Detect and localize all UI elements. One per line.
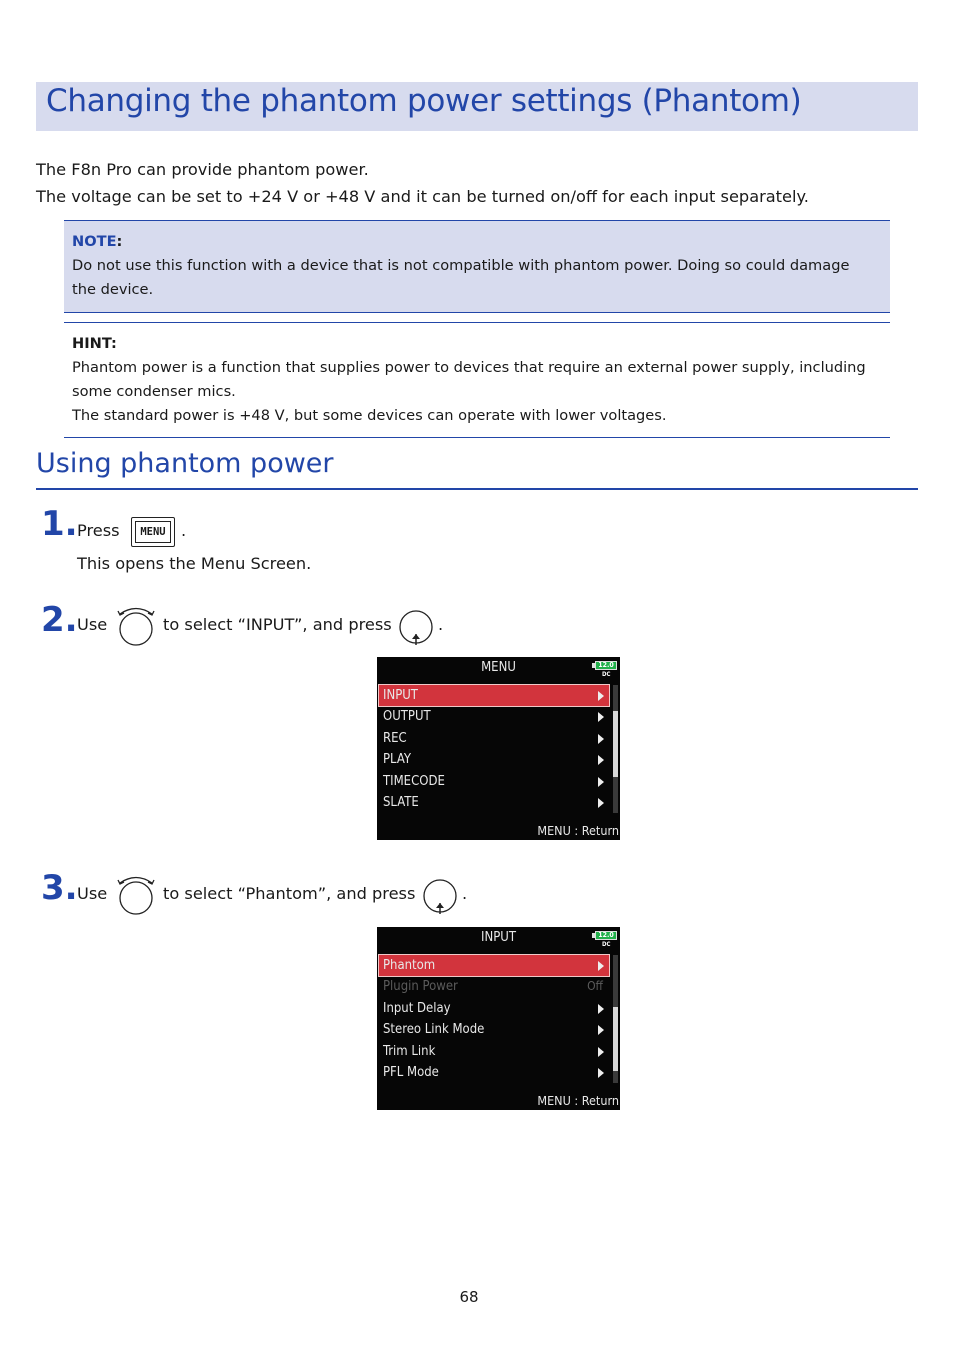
arrow-right-icon — [598, 755, 604, 765]
page-number: 68 — [459, 1288, 479, 1306]
menu-item-output[interactable]: OUTPUT — [379, 706, 609, 727]
step-number-1: 1. — [41, 504, 78, 544]
step-2-period: . — [438, 615, 444, 634]
arrow-right-icon — [598, 734, 604, 744]
battery-icon: 12.0 — [595, 931, 617, 940]
input-item-trim-link[interactable]: Trim Link — [379, 1041, 609, 1062]
step-1-period: . — [181, 521, 187, 540]
menu-key-icon — [131, 517, 175, 547]
arrow-right-icon — [598, 1047, 604, 1057]
arrow-right-icon — [598, 712, 604, 722]
arrow-right-icon — [598, 777, 604, 787]
menu-key-label: MENU — [135, 521, 171, 543]
menu-item-timecode[interactable]: TIMECODE — [379, 771, 609, 792]
dc-label: DC — [602, 671, 611, 678]
note-box — [64, 220, 890, 313]
screen-title: INPUT — [481, 930, 516, 945]
intro-line: The voltage can be set to +24 V or +48 V and it can be turned on/off for each input separately. — [36, 187, 809, 206]
note-line: the device. — [72, 281, 154, 298]
battery-icon: 12.0 — [595, 661, 617, 670]
step-2-instruction: to select “INPUT”, and press — [163, 615, 392, 634]
input-item-phantom[interactable]: Phantom — [379, 955, 609, 976]
menu-item-input[interactable]: INPUT — [379, 685, 609, 706]
arrow-right-icon — [598, 1025, 604, 1035]
page-title: Changing the phantom power settings (Phantom) — [46, 83, 802, 119]
hint-box — [64, 322, 890, 438]
step-1-press-text: Press — [77, 521, 120, 540]
input-item-pfl-mode[interactable]: PFL Mode — [379, 1062, 609, 1083]
arrow-right-icon — [598, 691, 604, 701]
section-heading — [36, 446, 918, 490]
arrow-right-icon — [598, 1068, 604, 1078]
section-title: Using phantom power — [36, 448, 334, 479]
menu-item-play[interactable]: PLAY — [379, 749, 609, 770]
dc-label: DC — [602, 941, 611, 948]
wheel-press-icon — [396, 606, 436, 646]
input-item-plugin-power: Plugin Power Off — [379, 976, 609, 997]
screen-footer: MENU : Return — [537, 823, 619, 838]
hint-line: Phantom power is a function that supplies power to devices that require an external power supply, including — [72, 359, 866, 376]
hint-line: The standard power is +48 V, but some devices can operate with lower voltages. — [72, 407, 667, 424]
step-3-instruction: to select “Phantom”, and press — [163, 884, 416, 903]
wheel-press-icon — [420, 875, 460, 915]
screen-footer: MENU : Return — [537, 1093, 619, 1108]
scroll-wheel-icon — [115, 603, 157, 649]
step-number-2: 2. — [41, 600, 78, 640]
input-screen — [377, 927, 620, 1110]
title-bar — [36, 82, 918, 131]
menu-item-slate[interactable]: SLATE — [379, 792, 609, 813]
note-label: NOTE: — [72, 233, 123, 250]
scrollbar-thumb — [613, 711, 618, 777]
menu-screen — [377, 657, 620, 840]
intro-text — [36, 156, 809, 210]
screen-title: MENU — [481, 660, 516, 675]
scroll-wheel-icon — [115, 872, 157, 918]
input-item-stereo-link-mode[interactable]: Stereo Link Mode — [379, 1019, 609, 1040]
arrow-right-icon — [598, 798, 604, 808]
step-number-3: 3. — [41, 868, 78, 908]
hint-label: HINT: — [72, 335, 117, 352]
hint-line: some condenser mics. — [72, 383, 236, 400]
plugin-power-value: Off — [587, 979, 603, 993]
arrow-right-icon — [598, 1004, 604, 1014]
intro-line: The F8n Pro can provide phantom power. — [36, 160, 369, 179]
menu-item-rec[interactable]: REC — [379, 728, 609, 749]
input-item-input-delay[interactable]: Input Delay — [379, 998, 609, 1019]
arrow-right-icon — [598, 961, 604, 971]
step-3-use-text: Use — [77, 884, 108, 903]
step-2-use-text: Use — [77, 615, 108, 634]
note-line: Do not use this function with a device that is not compatible with phantom power. Doing so could damage — [72, 257, 850, 274]
step-3-period: . — [462, 884, 468, 903]
scrollbar-thumb — [613, 1007, 618, 1071]
step-1-description: This opens the Menu Screen. — [77, 554, 312, 573]
